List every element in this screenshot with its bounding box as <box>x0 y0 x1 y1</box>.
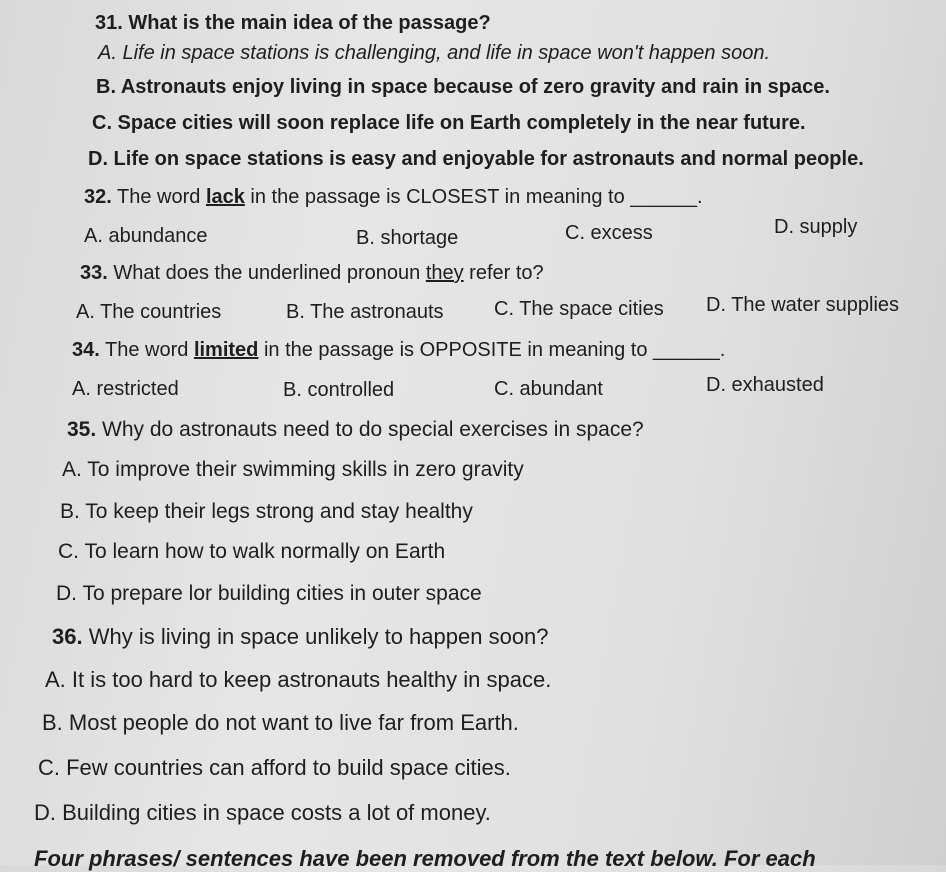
question-34-stem <box>72 339 725 362</box>
q33-option-a: A. The countries <box>76 301 222 323</box>
question-35-stem <box>67 418 644 442</box>
q33-keyword: they <box>425 262 464 284</box>
q35-option-a: A. To improve their swimming skills in zero gravity <box>62 458 524 481</box>
q36-option-b: B. Most people do not want to live far from Earth. <box>42 710 519 735</box>
q32-option-c: C. excess <box>565 222 653 244</box>
q35-text: Why do astronauts need to do special exercises in space? <box>96 418 644 441</box>
q32-option-a: A. abundance <box>84 225 208 247</box>
question-33-stem <box>80 262 544 285</box>
q33-pre: What does the underlined pronoun <box>107 262 426 284</box>
q36-text: Why is living in space unlikely to happen soon? <box>82 624 549 649</box>
q35-number: 35. <box>67 418 97 441</box>
q33-post: refer to? <box>463 262 544 284</box>
q33-option-b: B. The astronauts <box>286 301 444 323</box>
q36-option-a: A. It is too hard to keep astronauts healthy in space. <box>45 667 552 692</box>
q34-option-c: C. abundant <box>494 378 603 400</box>
q32-pre: The word <box>111 186 206 208</box>
section-instruction: Four phrases/ sentences have been removed from the text below. For each <box>34 846 816 871</box>
q34-option-d: D. exhausted <box>706 374 824 396</box>
question-36-stem <box>52 624 549 650</box>
q36-number: 36. <box>52 624 83 649</box>
q36-option-c: C. Few countries can afford to build space cities. <box>38 755 511 780</box>
q32-post: in the passage is CLOSEST in meaning to ______. <box>244 186 703 208</box>
q35-option-c: C. To learn how to walk normally on Earth <box>58 540 446 563</box>
q32-number: 32. <box>84 186 112 208</box>
q32-option-b: B. shortage <box>356 227 459 249</box>
q31-option-b: B. Astronauts enjoy living in space because of zero gravity and rain in space. <box>96 76 830 98</box>
q32-option-d: D. supply <box>774 216 858 238</box>
q33-number: 33. <box>80 262 108 284</box>
q34-post: in the passage is OPPOSITE in meaning to ______. <box>258 339 726 361</box>
q31-option-a: A. Life in space stations is challenging, and life in space won't happen soon. <box>98 42 771 64</box>
q35-option-d: D. To prepare lor building cities in outer space <box>56 582 482 605</box>
q33-option-c: C. The space cities <box>494 298 664 320</box>
q36-option-d: D. Building cities in space costs a lot of money. <box>34 800 491 825</box>
q34-option-b: B. controlled <box>283 379 395 401</box>
q34-pre: The word <box>99 339 194 361</box>
q34-keyword: limited <box>193 339 259 361</box>
q35-option-b: B. To keep their legs strong and stay healthy <box>60 500 473 523</box>
q34-number: 34. <box>72 339 100 361</box>
q33-option-d: D. The water supplies <box>706 294 900 316</box>
q31-option-d: D. Life on space stations is easy and enjoyable for astronauts and normal people. <box>88 148 864 170</box>
q34-option-a: A. restricted <box>72 378 179 400</box>
question-31-stem: 31. What is the main idea of the passage? <box>95 12 491 34</box>
question-32-stem <box>84 186 703 209</box>
q31-option-c: C. Space cities will soon replace life on Earth completely in the near future. <box>92 112 806 134</box>
q32-keyword: lack <box>205 186 245 208</box>
